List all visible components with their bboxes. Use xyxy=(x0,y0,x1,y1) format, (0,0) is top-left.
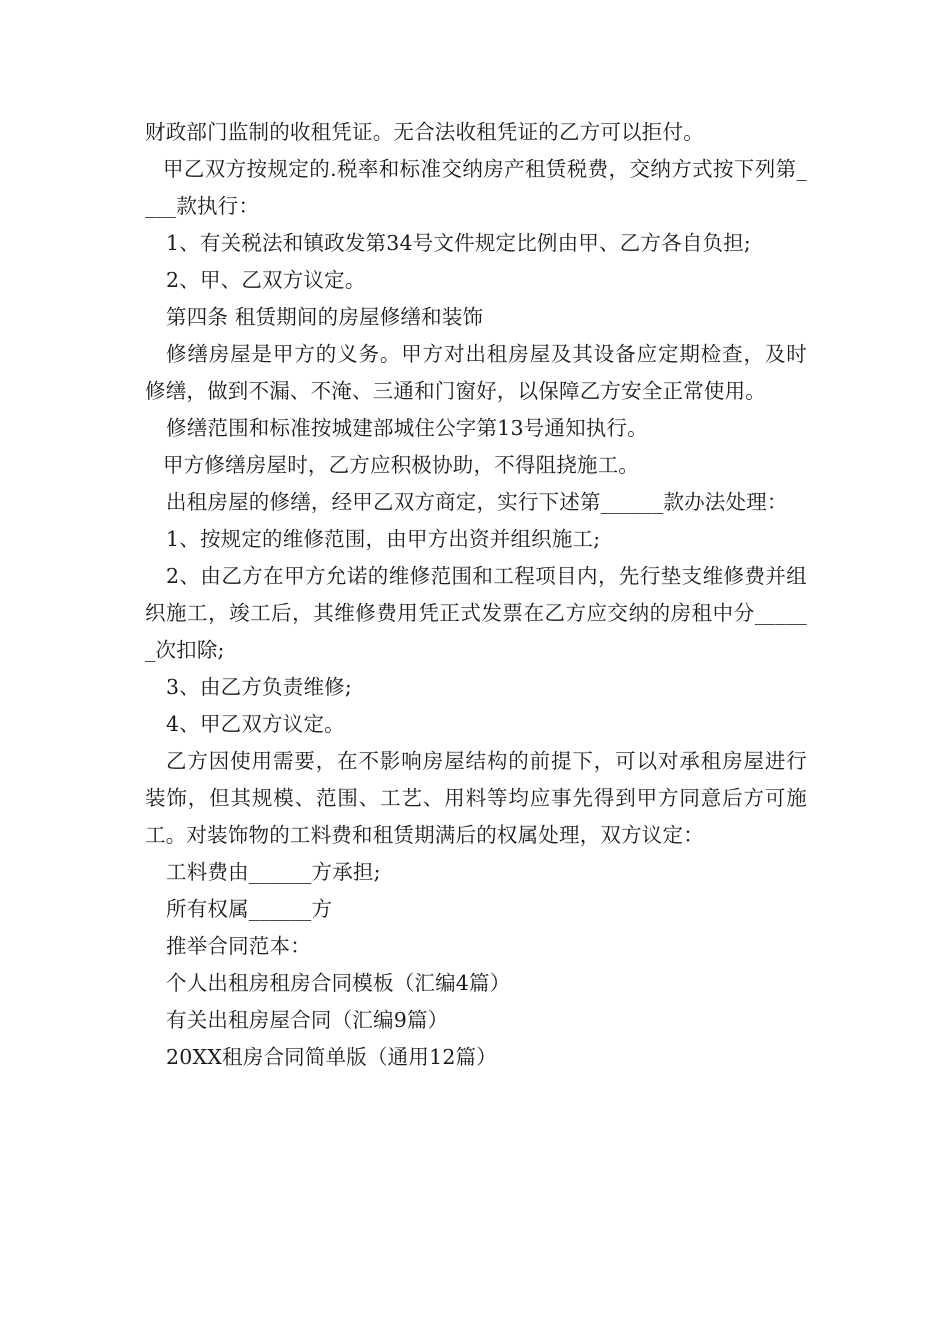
paragraph-repair-duty: 修缮房屋是甲方的义务。甲方对出租房屋及其设备应定期检查，及时修缮，做到不漏、不淹、三通和门窗好，以保障乙方安全正常使用。 xyxy=(145,342,807,403)
list-item-tax-option-2: 2、甲、乙双方议定。 xyxy=(166,268,366,292)
recommended-template-link-1[interactable]: 个人出租房租房合同模板（汇编4篇） xyxy=(166,971,511,995)
paragraph-decoration: 乙方因使用需要，在不影响房屋结构的前提下，可以对承租房屋进行装饰，但其规模、范围、工艺、用料等均应事先得到甲方同意后方可施工。对装饰物的工料费和租赁期满后的权属处理，双方议定： xyxy=(145,749,807,847)
paragraph-material-cost: 工料费由______方承担; xyxy=(166,860,381,884)
paragraph-repair-method: 出租房屋的修缮，经甲乙双方商定，实行下述第______款办法处理： xyxy=(166,490,788,514)
paragraph-tax-method: 甲乙双方按规定的.税率和标准交纳房产租赁税费，交纳方式按下列第____款执行： xyxy=(145,157,807,218)
recommended-templates-heading: 推举合同范本： xyxy=(166,934,311,958)
section-heading-article-4: 第四条 租赁期间的房屋修缮和装饰 xyxy=(166,305,484,329)
list-item-repair-option-3: 3、由乙方负责维修; xyxy=(166,675,352,699)
paragraph-rent-receipt: 财政部门监制的收租凭证。无合法收租凭证的乙方可以拒付。 xyxy=(145,120,704,144)
list-item-repair-option-4: 4、甲乙双方议定。 xyxy=(166,712,345,736)
recommended-template-link-3[interactable]: 20XX租房合同简单版（通用12篇） xyxy=(166,1045,497,1069)
document-body xyxy=(145,114,807,1076)
paragraph-repair-cooperation: 甲方修缮房屋时，乙方应积极协助，不得阻挠施工。 xyxy=(163,453,640,477)
paragraph-repair-scope: 修缮范围和标准按城建部城住公字第13号通知执行。 xyxy=(166,416,648,440)
list-item-repair-option-1: 1、按规定的维修范围，由甲方出资并组织施工; xyxy=(166,527,601,551)
list-item-tax-option-1: 1、有关税法和镇政发第34号文件规定比例由甲、乙方各自负担; xyxy=(166,231,752,255)
paragraph-ownership: 所有权属______方 xyxy=(166,897,333,921)
recommended-template-link-2[interactable]: 有关出租房屋合同（汇编9篇） xyxy=(166,1008,449,1032)
list-item-repair-option-2: 2、由乙方在甲方允诺的维修范围和工程项目内，先行垫支维修费并组织施工，竣工后，其维修费用凭正式发票在乙方应交纳的房租中分______次扣除; xyxy=(145,564,807,662)
